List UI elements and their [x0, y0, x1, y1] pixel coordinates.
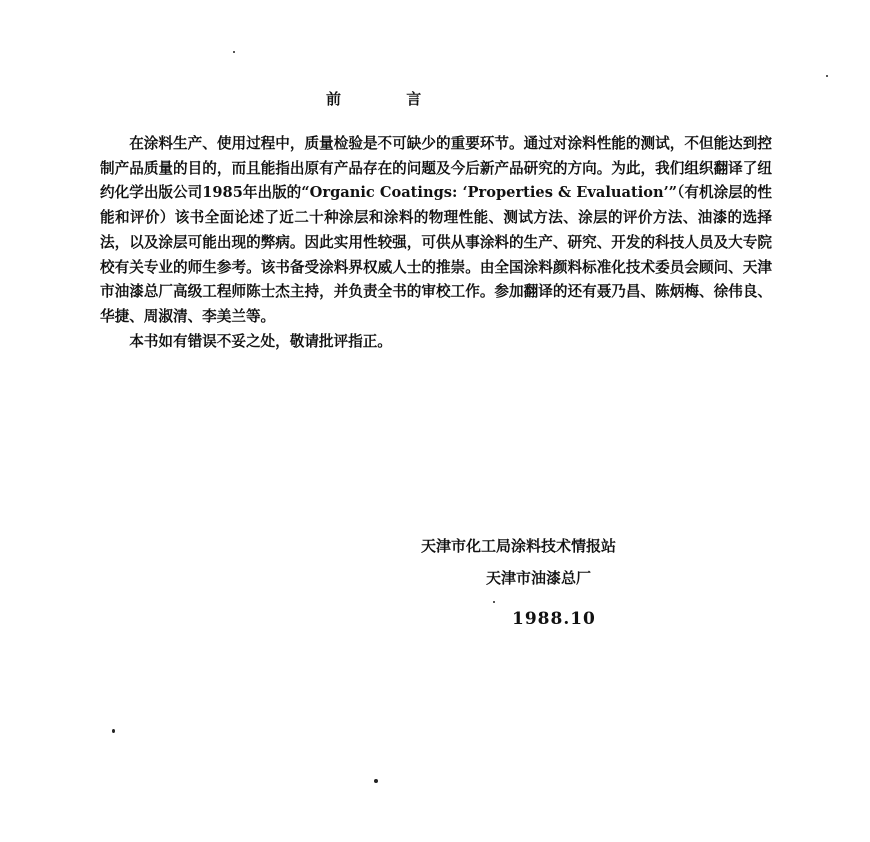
- paragraph-main: 在涂料生产、使用过程中，质量检验是不可缺少的重要环节。通过对涂料性能的测试，不但能达到控制产品质量的目的，而且能指出原有产品存在的问题及今后新产品研究的方向。为此，我们组织翻译了纽约化学出版公司1985年出版的“Organic Coatings: ‘Properties & Evaluation’”（有机涂层的性能和评价）该书全面论述了近二十种涂层和涂料的物理性能、测试方法、涂层的评价方法、油漆的选择法，以及涂层可能出现的弊病。因此实用性较强，可供从事涂料的生产、研究、开发的科技人员及大专院校有关专业的师生参考。该书备受涂料界权威人士的推崇。由全国涂料颜料标准化技术委员会顾问、天津市油漆总厂高级工程师陈士杰主持，并负责全书的审校工作。参加翻译的还有聂乃昌、陈炳梅、徐伟良、华捷、周淑清、李美兰等。: [100, 135, 772, 325]
- paragraph-closing: 本书如有错误不妥之处，敬请批评指正。: [129, 332, 392, 350]
- scan-speck: [826, 75, 828, 77]
- scan-speck: [112, 729, 115, 733]
- scan-speck: [493, 601, 495, 603]
- page-title: 前 言: [326, 90, 452, 108]
- scan-speck: [233, 51, 235, 53]
- signature-org-2: 天津市油漆总厂: [486, 569, 592, 587]
- signature-org-1: 天津市化工局涂料技术情报站: [421, 537, 617, 555]
- signature-date: 1988.10: [512, 609, 596, 629]
- preface-body: [100, 132, 772, 354]
- scan-speck: [374, 779, 378, 783]
